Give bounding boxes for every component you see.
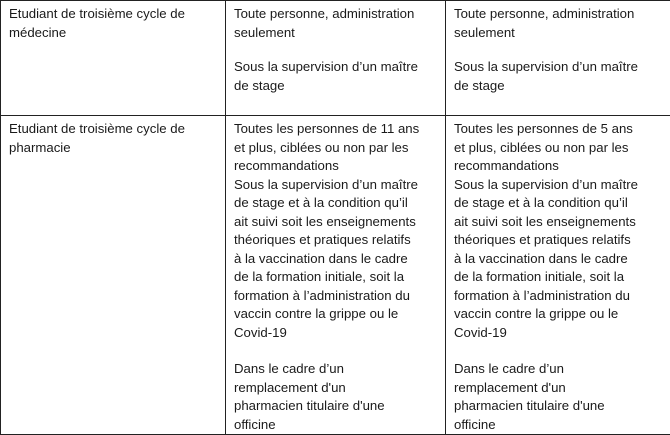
eligibility-text: Toute personne, administration seulement bbox=[454, 5, 664, 42]
eligibility-cell bbox=[226, 116, 446, 435]
table-row bbox=[1, 1, 670, 116]
role-text: Etudiant de troisième cycle de pharmacie bbox=[9, 120, 219, 157]
condition-text: Dans le cadre d’un remplacement d'un pharmacien titulaire d'une officine bbox=[454, 360, 664, 434]
condition-text: Sous la supervision d’un maître de stage bbox=[234, 58, 439, 95]
eligibility-cell bbox=[226, 1, 446, 116]
eligibility-text: Toutes les personnes de 5 ans et plus, ciblées ou non par les recommandations Sous la supervision d’un maître de stage et à la condition qu’il ait suivi soit les enseignements théoriques et pratiques relatifs à la vaccination dans le cadre de la formation initiale, soit la formation à l’administration du vaccin contre la grippe ou le Covid-19 bbox=[454, 120, 664, 342]
role-cell bbox=[1, 116, 226, 435]
eligibility-cell bbox=[446, 116, 670, 435]
role-text: Etudiant de troisième cycle de médecine bbox=[9, 5, 219, 42]
table-row bbox=[1, 116, 670, 435]
eligibility-text: Toute personne, administration seulement bbox=[234, 5, 439, 42]
eligibility-text: Toutes les personnes de 11 ans et plus, ciblées ou non par les recommandations Sous la supervision d’un maître de stage et à la condition qu’il ait suivi soit les enseignements théoriques et pratiques relatifs à la vaccination dans le cadre de la formation initiale, soit la formation à l’administration du vaccin contre la grippe ou le Covid-19 bbox=[234, 120, 439, 342]
condition-text: Dans le cadre d’un remplacement d'un pharmacien titulaire d'une officine bbox=[234, 360, 439, 434]
eligibility-cell bbox=[446, 1, 670, 116]
condition-text: Sous la supervision d’un maître de stage bbox=[454, 58, 664, 95]
role-cell bbox=[1, 1, 226, 116]
